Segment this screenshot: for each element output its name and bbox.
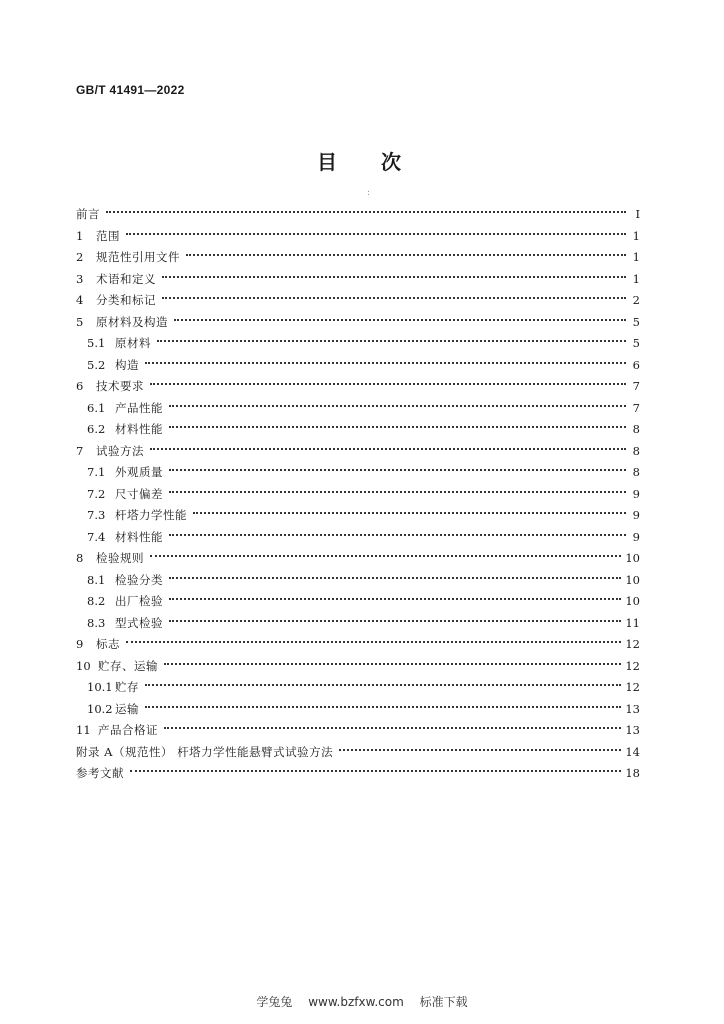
toc-leader-dots [126,232,626,235]
toc-entry[interactable] [76,505,640,527]
toc-entry-label: 构造 [115,357,139,372]
toc-leader-dots [145,705,621,708]
toc-entry-page: 18 [625,766,640,780]
toc-entry-page: 1 [632,271,640,286]
toc-entry-label: 前言 [76,207,100,221]
standard-code: GB/T 41491—2022 [76,83,185,97]
toc-entry-number: 10 [76,658,91,673]
toc-entry[interactable] [76,204,640,226]
toc-entry-page: 10 [625,572,640,587]
toc-entry-number: 1 [76,228,84,243]
toc-entry[interactable] [76,398,640,420]
toc-entry-page: 10 [625,551,640,565]
toc-entry[interactable] [76,720,640,742]
toc-entry-number: 8 [76,551,84,565]
toc-entry-page: 1 [632,250,640,264]
footer-site-name: 学兔兔 [256,995,293,1009]
toc-entry-label: 产品性能 [115,400,163,415]
toc-entry-page: 5 [632,336,640,350]
toc-entry-label: 检验规则 [96,551,144,565]
toc-entry-label: 参考文献 [76,766,124,780]
toc-entry-number: 3 [76,271,84,286]
toc-entry-number: 4 [76,293,84,307]
toc-leader-dots [162,296,626,299]
toc-entry[interactable] [76,548,640,570]
toc-entry-label: 材料性能 [115,529,163,544]
toc-leader-dots [169,597,621,600]
toc-entry[interactable] [76,269,640,291]
toc-entry-label: 技术要求 [96,379,144,393]
toc-leader-dots [130,769,621,772]
toc-entry-page: 8 [632,443,640,458]
page-title-part1: 目 [317,150,343,174]
toc-entry[interactable] [76,613,640,635]
toc-entry[interactable] [76,376,640,398]
toc-entry[interactable] [76,247,640,269]
toc-leader-dots [169,404,626,407]
toc-entry-label: 范围 [96,228,120,243]
toc-entry-number: 6.1 [87,400,106,415]
toc-entry-label: 贮存 [115,680,139,694]
footer-site-url[interactable]: www.bzfxw.com [308,995,404,1009]
toc-leader-dots [169,576,621,579]
toc-entry-number: 7 [76,443,84,458]
toc-leader-dots [193,511,626,514]
toc-entry-page: 13 [625,701,640,716]
toc-entry-number: 2 [76,250,84,264]
toc-entry-page: Ⅰ [635,207,640,221]
toc-leader-dots [150,382,626,385]
toc-entry-label: 检验分类 [115,572,163,587]
toc-entry[interactable] [76,763,640,785]
toc-entry-page: 12 [625,658,640,673]
toc-entry-label: 标志 [96,637,120,651]
toc-entry[interactable] [76,656,640,678]
toc-entry-label: 出厂检验 [115,594,163,608]
toc-entry-page: 6 [632,357,640,372]
toc-entry[interactable] [76,484,640,506]
toc-leader-dots [145,683,621,686]
toc-entry[interactable] [76,742,640,764]
toc-entry[interactable] [76,290,640,312]
toc-entry[interactable] [76,355,640,377]
toc-entry-label: 试验方法 [96,443,144,458]
toc-entry-number: 7.1 [87,465,106,479]
toc-leader-dots [169,425,626,428]
toc-entry-page: 14 [625,744,640,759]
toc-leader-dots [174,318,626,321]
toc-entry-number: 5.2 [87,357,106,372]
toc-entry-label: 附录 A（规范性） 杆塔力学性能悬臂式试验方法 [76,744,334,759]
toc-leader-dots [169,533,626,536]
toc-entry-page: 9 [632,486,640,501]
toc-leader-dots [339,748,621,751]
toc-leader-dots [157,339,626,342]
toc-entry[interactable] [76,441,640,463]
toc-leader-dots [145,361,626,364]
toc-entry-label: 尺寸偏差 [115,486,163,501]
toc-leader-dots [186,253,626,256]
toc-leader-dots [164,662,621,665]
toc-entry[interactable] [76,634,640,656]
toc-entry[interactable] [76,570,640,592]
toc-entry-page: 9 [632,508,640,522]
toc-entry-label: 产品合格证 [98,723,158,737]
toc-entry-label: 贮存、运输 [98,658,158,673]
toc-entry[interactable] [76,462,640,484]
toc-entry-page: 7 [632,400,640,415]
toc-entry-label: 外观质量 [115,465,163,479]
toc-entry-number: 8.1 [87,572,106,587]
toc-leader-dots [169,490,626,493]
toc-leader-dots [169,619,621,622]
toc-entry-label: 分类和标记 [96,293,156,307]
toc-entry[interactable] [76,419,640,441]
toc-leader-dots [169,468,626,471]
toc-entry-page: 5 [632,314,640,329]
toc-entry-label: 术语和定义 [96,271,156,286]
toc-entry-number: 5.1 [87,336,106,350]
toc-entry-number: 11 [76,723,91,737]
toc-entry-number: 6.2 [87,422,106,436]
toc-entry[interactable] [76,333,640,355]
footer-watermark [0,993,724,1010]
toc-leader-dots [162,275,626,278]
page-title [0,146,724,175]
toc-entry-number: 5 [76,314,84,329]
toc-entry-label: 运输 [115,701,139,716]
toc-leader-dots [150,554,621,557]
toc-entry-page: 8 [632,422,640,436]
toc-entry-number: 10.1 [87,680,113,694]
table-of-contents [76,204,640,785]
toc-entry-number: 9 [76,637,84,651]
toc-entry-page: 1 [632,228,640,243]
toc-entry-page: 11 [625,615,640,630]
toc-entry-label: 原材料 [115,336,151,350]
toc-entry-label: 杆塔力学性能 [115,508,187,522]
toc-entry-page: 12 [625,680,640,694]
toc-entry[interactable] [76,591,640,613]
page-title-part2: 次 [381,150,407,174]
toc-entry-page: 8 [632,465,640,479]
toc-leader-dots [106,210,626,213]
toc-entry-number: 7.2 [87,486,106,501]
toc-leader-dots [164,726,621,729]
toc-entry[interactable] [76,226,640,248]
toc-entry[interactable] [76,312,640,334]
toc-entry-number: 8.3 [87,615,106,630]
toc-entry-number: 7.4 [87,529,106,544]
toc-entry[interactable] [76,527,640,549]
toc-entry[interactable] [76,677,640,699]
toc-entry[interactable] [76,699,640,721]
toc-entry-label: 型式检验 [115,615,163,630]
toc-entry-page: 2 [632,293,640,307]
toc-entry-number: 6 [76,379,84,393]
toc-entry-number: 8.2 [87,594,106,608]
toc-entry-page: 13 [625,723,640,737]
toc-leader-dots [150,447,626,450]
toc-entry-label: 原材料及构造 [96,314,168,329]
toc-entry-page: 12 [625,637,640,651]
scan-speck: : [367,188,371,198]
toc-entry-number: 10.2 [87,701,113,716]
toc-entry-label: 规范性引用文件 [96,250,180,264]
toc-entry-page: 9 [632,529,640,544]
toc-entry-page: 7 [632,379,640,393]
toc-entry-number: 7.3 [87,508,106,522]
toc-leader-dots [126,640,621,643]
toc-entry-page: 10 [625,594,640,608]
toc-entry-label: 材料性能 [115,422,163,436]
footer-site-tagline: 标准下载 [419,995,468,1009]
